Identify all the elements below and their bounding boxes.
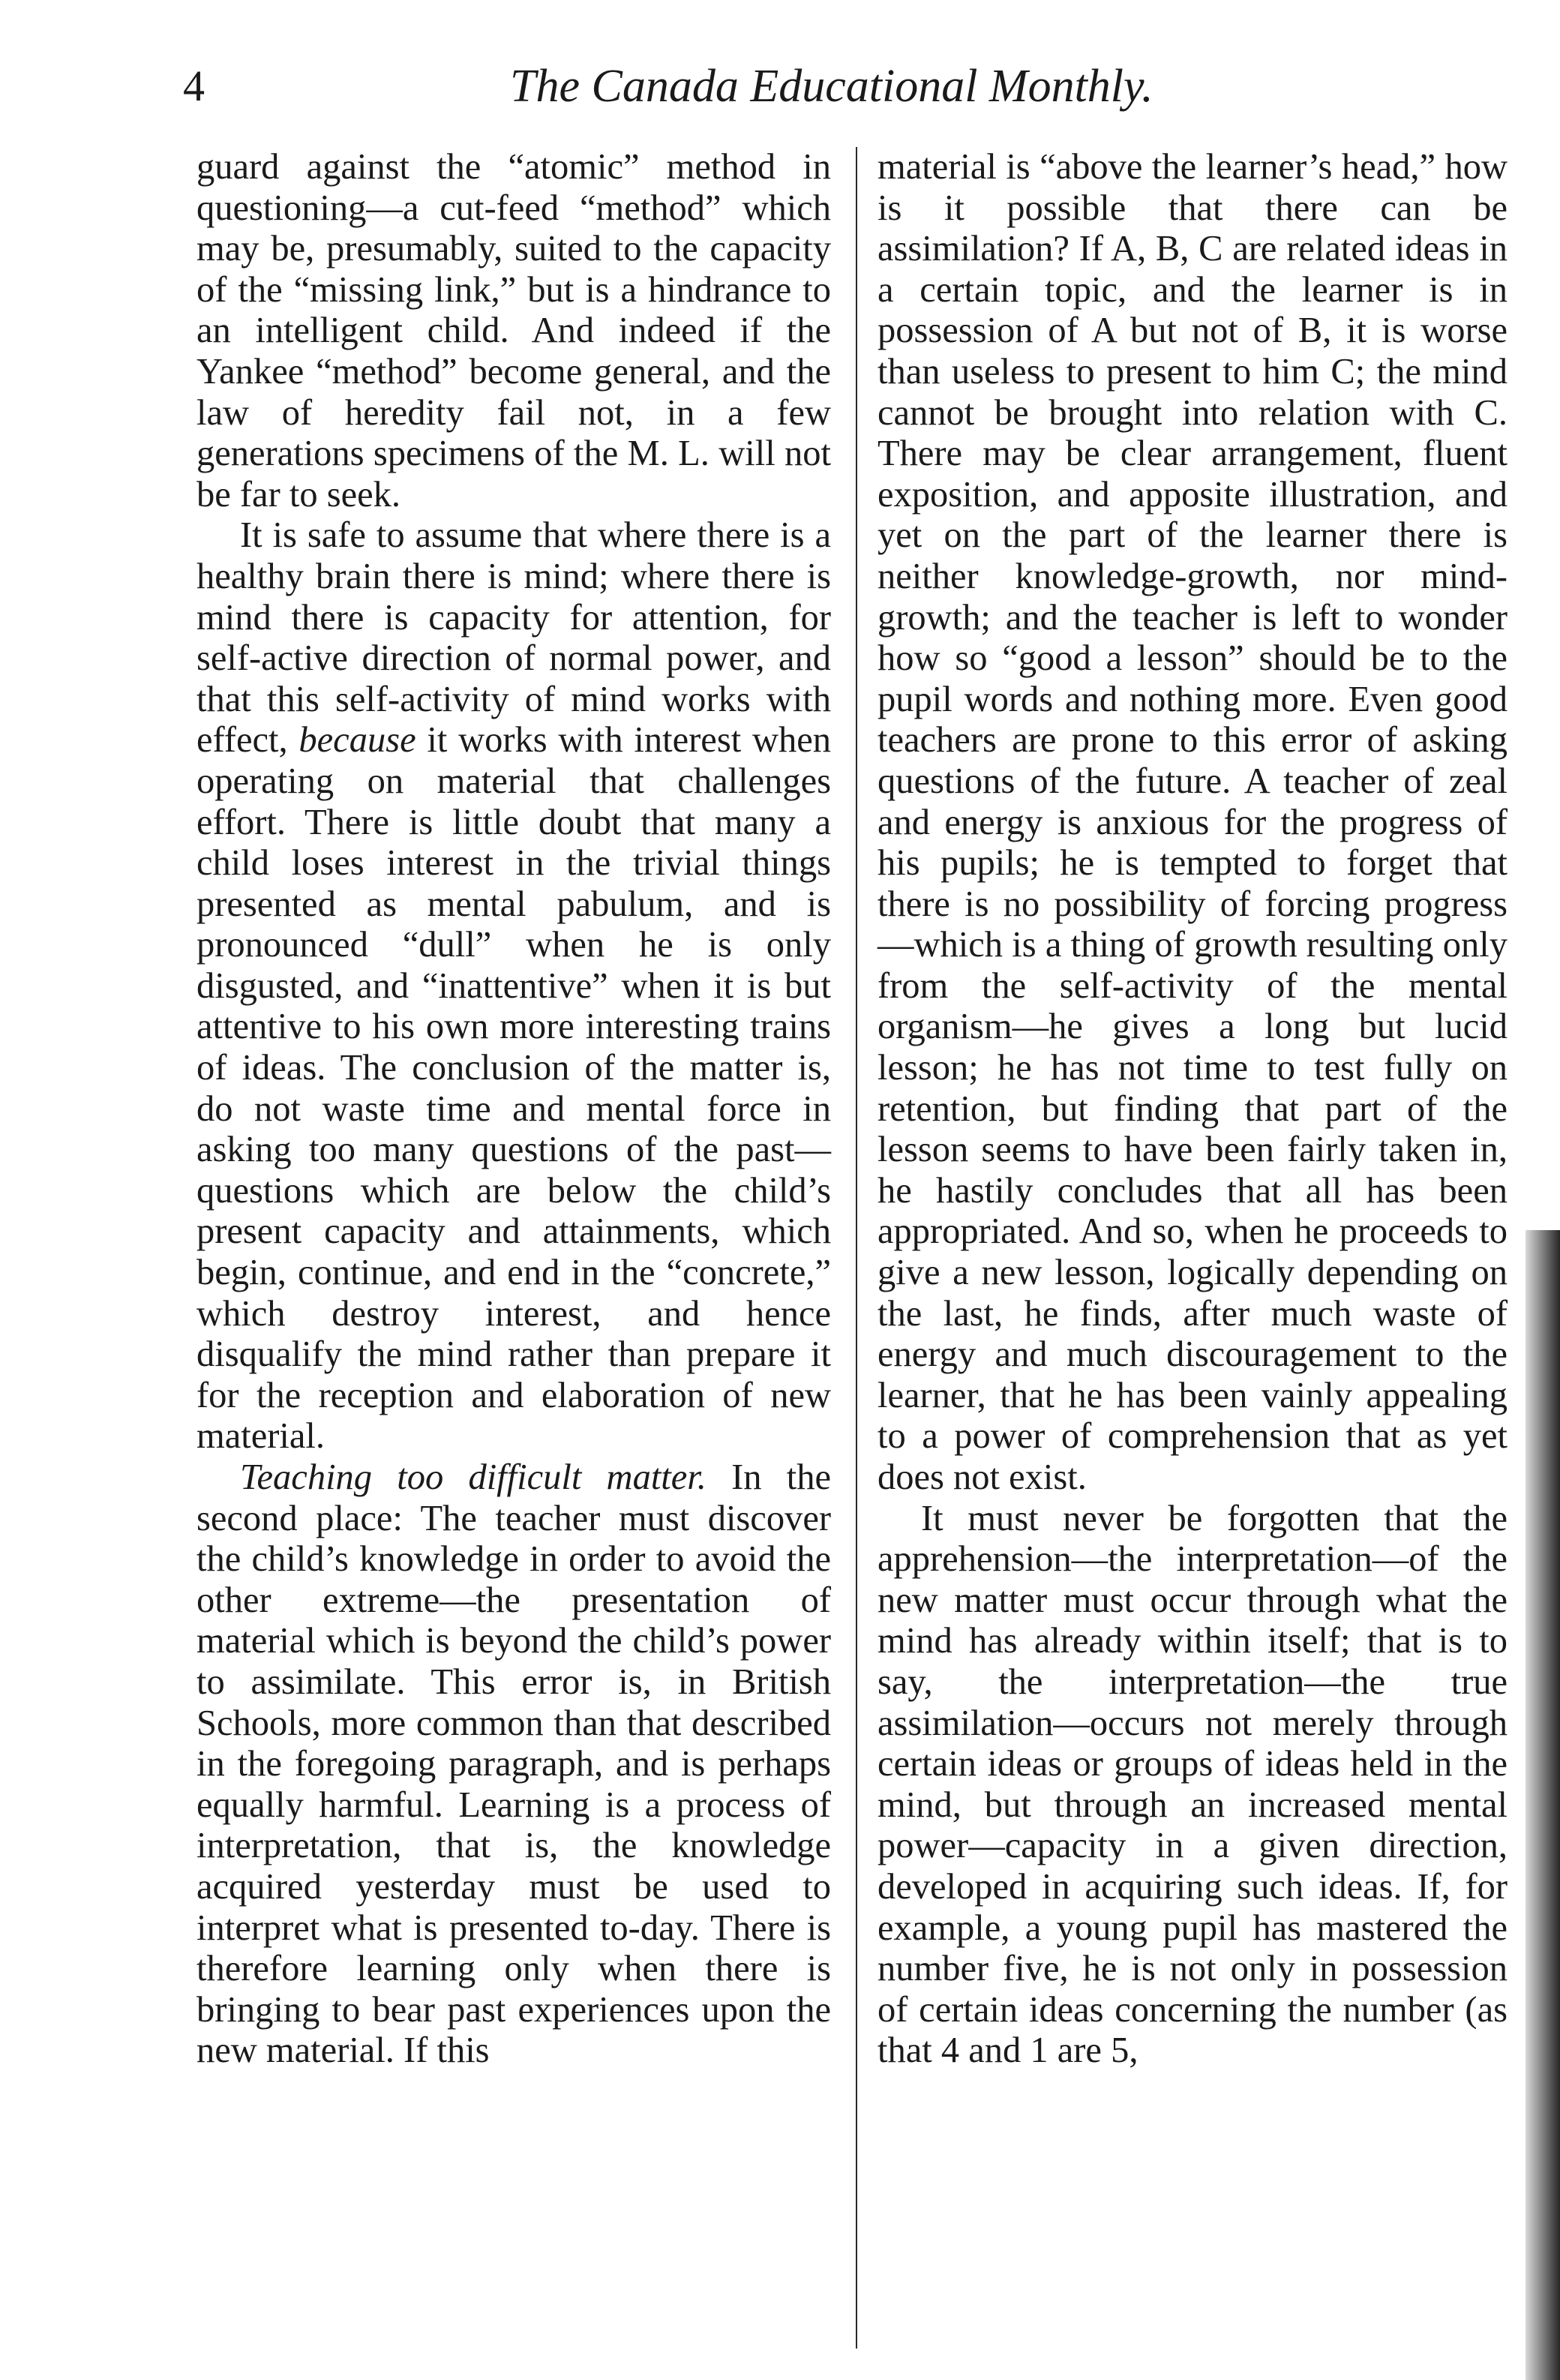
left-paragraph-3-text: In the second place: The teacher must discover the child’s knowledge in order to avoid the other extreme—the presentation of material which is beyond the child’s power to assimilate. This error is, in British Schools, more common than that described in the foregoing paragraph, and is perhaps equally harmful. Learning is a process of interpretation, that is, the knowledge acquired yesterday must be used to interpret what is presented to-day. There is therefore learning only when there is bringing to bear past experiences upon the new material. If this [196, 1457, 831, 2071]
right-paragraph-2: It must never be forgotten that the apprehension—the interpretation—of the new matter must occur through what the mind has already within itself; that is to say, the interpretation—the true assimilation—occurs not merely through certain ideas or groups of ideas held in the mind, but through an increased mental power—capacity in a given direction, developed in acquiring such ideas. If, for example, a young pupil has mastered the number five, he is not only in possession of certain ideas concerning the number (as that 4 and 1 are 5, [878, 1498, 1508, 2071]
left-paragraph-2-text-a: It is safe to assume that where there is a healthy brain there is mind; where there is mind there is capacity for attention, for self-active direction of normal power, and that this self-activity of mind works with effect, [196, 515, 831, 761]
right-paragraph-1: material is “above the learner’s head,” how is it possible that there can be assimilation? If A, B, C are related ideas in a certain topic, and the learner is in possession of A but not of B, it is worse than useless to present to him C; the mind cannot be brought into relation with C. There may be clear arrangement, fluent exposition, and apposite illustration, and yet on the part of the learner there is neither knowledge-growth, nor mind-growth; and the teacher is left to wonder how so “good a lesson” should be to the pupil words and nothing more. Even good teachers are prone to this error of asking questions of the future. A teacher of zeal and energy is anxious for the progress of his pupils; he is tempted to forget that there is no possibility of forcing progress—which is a thing of growth resulting only from the self-activity of the mental organism—he gives a long but lucid lesson; he has not time to test fully on retention, but finding that part of the lesson seems to have been fairly taken in, he hastily concludes that all has been appropriated. And so, when he proceeds to give a new lesson, logically depending on the last, he finds, after much waste of energy and much discouragement to the learner, that he has been vainly appealing to a power of comprehension that as yet does not exist. [878, 147, 1508, 1497]
right-column [878, 147, 1508, 2072]
left-paragraph-3 [196, 1457, 831, 2072]
page-header [0, 53, 1560, 120]
page-edge-shadow [1526, 1230, 1560, 2380]
section-lead-heading: Teaching too difficult matter. [240, 1457, 706, 1497]
left-paragraph-1: guard against the “atomic” method in questioning—a cut-feed “method” which may be, presumably, suited to the capacity of the “missing link,” but is a hindrance to an intelligent child. And indeed if the Yankee “method” become general, and the law of heredity fail not, in a few generations specimens of the M. L. will not be far to seek. [196, 147, 831, 515]
page-number: 4 [183, 62, 205, 110]
emphasis-because: because [298, 720, 416, 761]
left-paragraph-2 [196, 515, 831, 1457]
running-head: The Canada Educational Monthly. [510, 61, 1154, 112]
column-divider [856, 147, 857, 2348]
left-paragraph-2-text-b: it works with interest when operating on material that challenges effort. There is little doubt that many a child loses interest in the trivial things presented as mental pabulum, and is pronounced “dull” when he is only disgusted, and “inattentive” when it is but attentive to his own more interesting trains of ideas. The conclusion of the matter is, do not waste time and mental force in asking too many questions of the past—questions which are below the child’s present capacity and attainments, which begin, continue, and end in the “concrete,” which destroy interest, and hence disqualify the mind rather than prepare it for the reception and elaboration of new material. [196, 720, 832, 1457]
left-column [196, 147, 831, 2072]
